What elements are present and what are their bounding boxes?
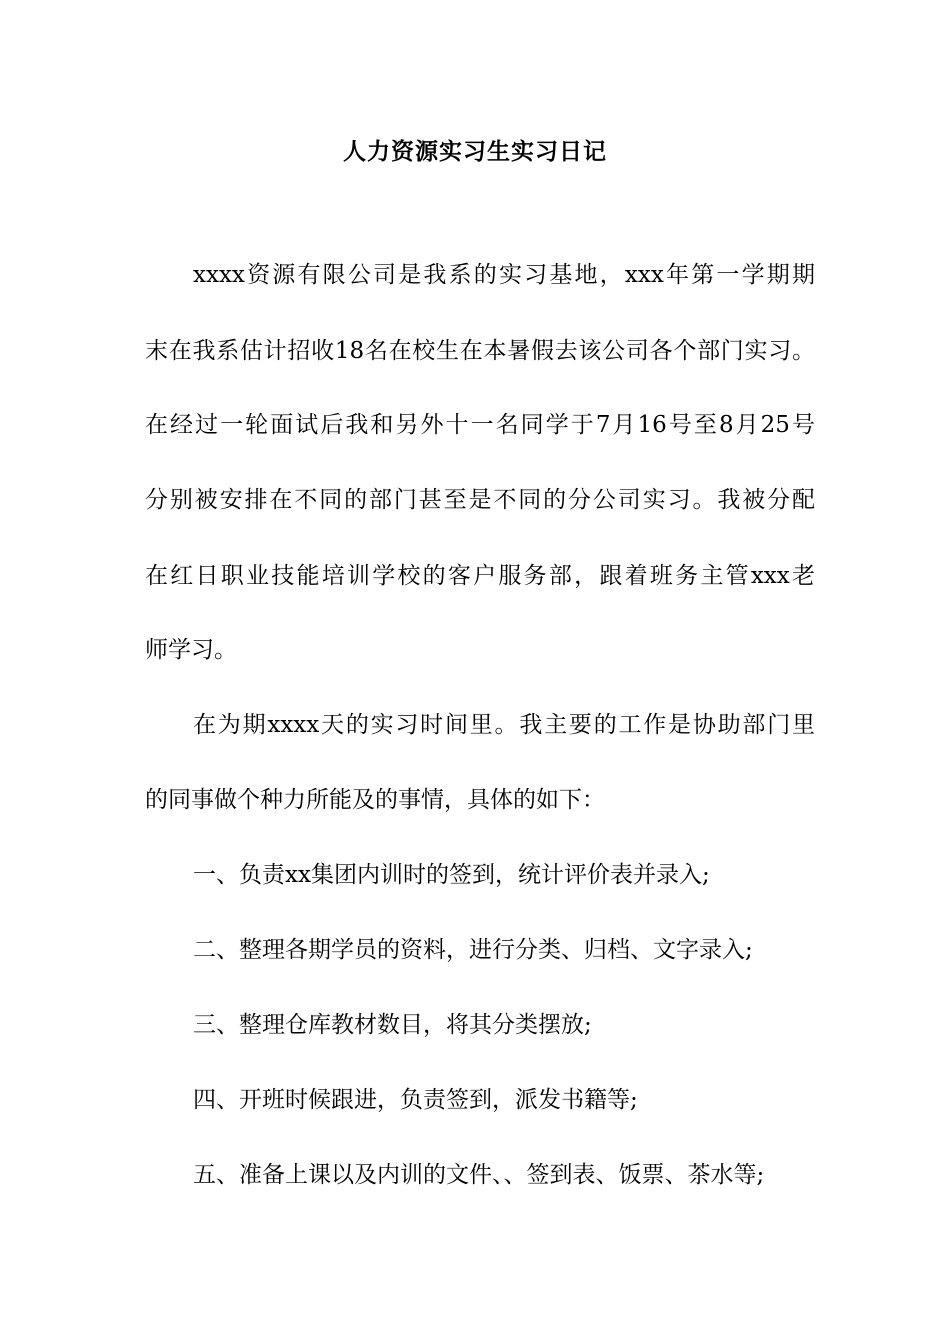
paragraph-line-7: 在为期xxxx天的实习时间里。我主要的工作是协助部门里 (193, 712, 815, 738)
list-item-2: 二、整理各期学员的资料，进行分类、归档、文字录入; (193, 937, 753, 963)
list-item-4: 四、开班时候跟进，负责签到，派发书籍等; (193, 1087, 638, 1113)
list-item-1: 一、负责xx集团内训时的签到，统计评价表并录入; (193, 862, 710, 888)
paragraph-line-1: xxxx资源有限公司是我系的实习基地，xxx年第一学期期 (193, 262, 815, 288)
paragraph-line-8: 的同事做个种力所能及的事情，具体的如下： (145, 787, 605, 813)
paragraph-line-6: 师学习。 (145, 637, 237, 663)
paragraph-line-2: 末在我系估计招收18名在校生在本暑假去该公司各个部门实习。 (145, 338, 815, 364)
paragraph-line-4: 分别被安排在不同的部门甚至是不同的分公司实习。我被分配 (145, 487, 815, 513)
document-title: 人力资源实习生实习日记 (343, 138, 607, 165)
paragraph-line-5: 在红日职业技能培训学校的客户服务部，跟着班务主管xxx老 (145, 563, 815, 589)
list-item-3: 三、整理仓库教材数目，将其分类摆放; (193, 1012, 592, 1038)
list-item-5: 五、准备上课以及内训的文件、、签到表、饭票、茶水等; (193, 1162, 765, 1188)
paragraph-line-3: 在经过一轮面试后我和另外十一名同学于7月16号至8月25号 (145, 412, 815, 438)
